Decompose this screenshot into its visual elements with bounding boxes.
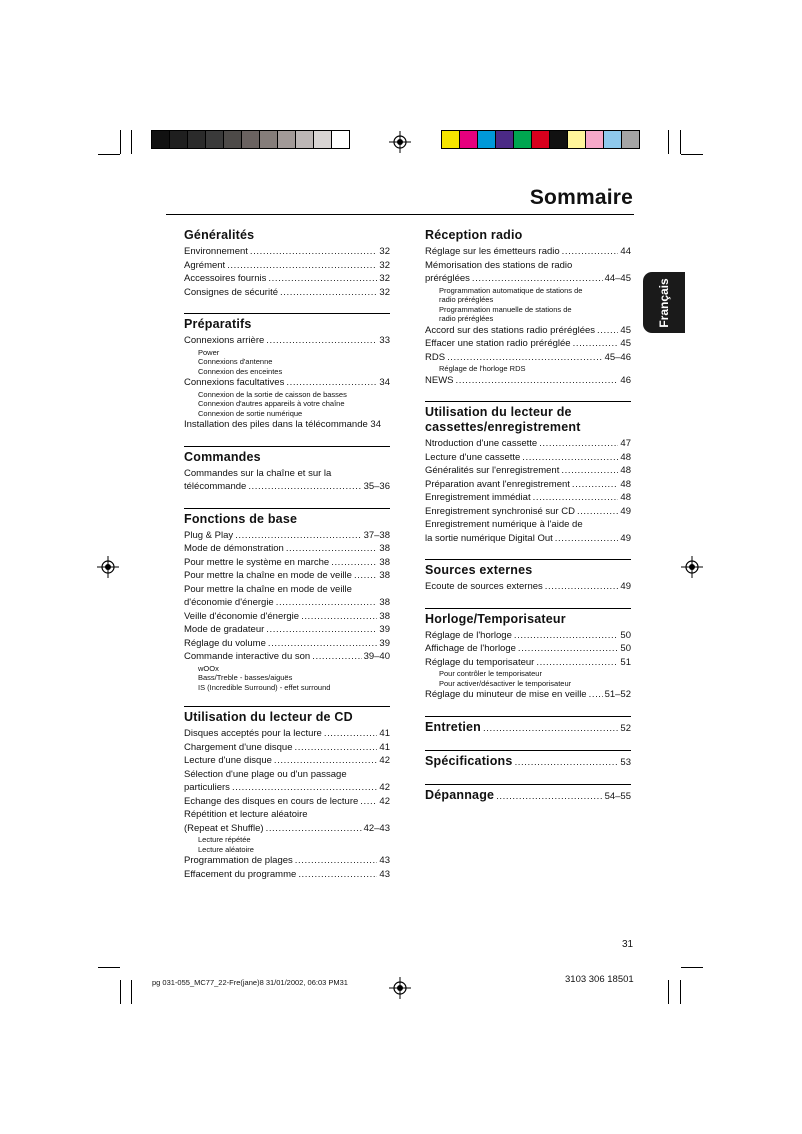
toc-entry-label: Enregistrement synchronisé sur CD xyxy=(425,505,575,517)
toc-subentry: Connexion d'autres appareils à votre chaîne xyxy=(198,399,345,408)
product-code: 3103 306 18501 xyxy=(565,974,634,985)
toc-subentry: Connexion des enceintes xyxy=(198,366,283,376)
toc-entry-page: 42 xyxy=(379,795,390,807)
color-bar xyxy=(441,130,640,149)
toc-entry-page: 39 xyxy=(379,624,390,635)
section-specifications xyxy=(425,750,631,770)
crop-mark xyxy=(681,967,703,968)
toc-entry xyxy=(425,437,631,451)
toc-entry-label: préréglées xyxy=(425,273,470,284)
section-sources xyxy=(425,559,631,594)
toc-entry-label: Mode de gradateur xyxy=(184,624,265,635)
toc-entry-page: 38 xyxy=(379,543,390,554)
toc-entry-label: Réglage de l'horloge xyxy=(425,629,512,641)
toc-entry xyxy=(184,542,390,556)
toc-entry xyxy=(184,754,390,768)
toc-entry-page: 43 xyxy=(379,868,390,880)
section-depannage xyxy=(425,784,631,804)
page-number: 31 xyxy=(622,939,634,950)
toc-left-column xyxy=(184,225,390,881)
toc-entry xyxy=(184,623,390,637)
section-heading: Dépannage xyxy=(425,787,495,802)
toc-entry xyxy=(184,854,390,868)
toc-entry-page: 42–43 xyxy=(363,822,390,834)
toc-subentry: Programmation manuelle de stations de xyxy=(439,304,572,314)
color-swatch xyxy=(604,131,622,148)
toc-entry xyxy=(184,741,390,755)
toc-entry-page: 48 xyxy=(620,492,631,503)
toc-entry xyxy=(425,351,631,365)
gray-swatch xyxy=(152,131,170,148)
color-swatch xyxy=(622,131,639,148)
gray-swatch xyxy=(314,131,332,148)
toc-entry xyxy=(425,532,631,546)
toc-entry-label: Consignes de sécurité xyxy=(184,286,278,298)
toc-subentry: Bass/Treble - basses/aiguës xyxy=(198,673,293,682)
toc-entry xyxy=(425,629,631,643)
toc-entry-page: 45 xyxy=(620,324,631,336)
color-swatch xyxy=(514,131,532,148)
toc-entry-label: Plug & Play xyxy=(184,529,234,541)
toc-entry xyxy=(425,272,631,286)
toc-entry-label: Lecture d'une cassette xyxy=(425,451,521,463)
toc-entry-label: Accord sur des stations radio préréglées xyxy=(425,324,596,336)
toc-entry-label: Echange des disques en cours de lecture xyxy=(184,795,359,807)
crop-mark xyxy=(98,967,120,968)
toc-entry-page: 48 xyxy=(620,451,631,463)
toc-entry xyxy=(425,642,631,656)
toc-entry-page: 39–40 xyxy=(363,651,390,662)
toc-entry-label: Pour mettre le système en marche xyxy=(184,556,330,568)
toc-entry xyxy=(425,688,631,702)
toc-entry-label: Disques acceptés pour la lecture xyxy=(184,728,322,739)
crop-mark xyxy=(98,154,120,155)
toc-entry-label: Mode de démonstration xyxy=(184,543,284,554)
toc-entry: Installation des piles dans la télécommande 34 xyxy=(184,419,381,430)
section-radio xyxy=(425,228,631,387)
toc-entry-label: Chargement d'une disque xyxy=(184,741,293,753)
toc-entry-label: Réglage du temporisateur xyxy=(425,656,535,668)
toc-entry xyxy=(184,245,390,259)
toc-entry-page: 54–55 xyxy=(604,790,631,802)
toc-entry-page: 43 xyxy=(379,855,390,866)
color-swatch xyxy=(550,131,568,148)
crop-mark xyxy=(120,130,121,154)
toc-subentry: Connexion de la sortie de caisson de basses xyxy=(198,389,347,399)
toc-entry-line: Pour mettre la chaîne en mode de veille xyxy=(184,583,352,595)
toc-entry-page: 45 xyxy=(620,338,631,349)
toc-entry-page: 32 xyxy=(379,286,390,298)
toc-entry xyxy=(184,868,390,882)
toc-entry-page: 47 xyxy=(620,438,631,449)
toc-entry-label: d'économie d'énergie xyxy=(184,597,274,608)
toc-entry xyxy=(184,556,390,570)
color-swatch xyxy=(496,131,514,148)
toc-entry xyxy=(184,610,390,624)
registration-mark-icon xyxy=(389,131,411,153)
toc-entry xyxy=(184,637,390,651)
toc-entry-label: Veille d'économie d'énergie xyxy=(184,610,300,622)
toc-entry-page: 35–36 xyxy=(363,481,390,492)
crop-mark xyxy=(131,130,132,154)
toc-entry-line: Répétition et lecture aléatoire xyxy=(184,809,308,820)
toc-subentry: Réglage de l'horloge RDS xyxy=(439,364,526,373)
toc-entry-label: (Repeat et Shuffle) xyxy=(184,822,264,834)
section-entretien xyxy=(425,716,631,736)
toc-subentry: radio préréglées xyxy=(439,295,494,304)
toc-entry-page: 42 xyxy=(379,755,390,766)
toc-entry-page: 44–45 xyxy=(604,273,631,284)
toc-subentry: Lecture répétée xyxy=(198,835,251,844)
toc-entry-page: 39 xyxy=(379,637,390,649)
toc-entry xyxy=(184,272,390,286)
toc-entry-page: 53 xyxy=(620,756,631,768)
toc-entry-page: 38 xyxy=(379,570,390,581)
toc-entry-page: 51 xyxy=(620,656,631,668)
crop-mark xyxy=(668,980,669,1004)
toc-entry-page: 32 xyxy=(379,273,390,284)
section-preparatifs xyxy=(184,313,390,432)
toc-entry-label: Commande interactive du son xyxy=(184,651,311,662)
toc-entry xyxy=(184,727,390,741)
section-heading: Horloge/Temporisateur xyxy=(425,611,566,626)
section-commandes xyxy=(184,446,390,494)
crop-mark xyxy=(681,154,703,155)
toc-entry-label: télécommande xyxy=(184,481,247,492)
toc-entry xyxy=(425,656,631,670)
toc-entry-label: Réglage sur les émetteurs radio xyxy=(425,246,560,257)
section-heading: Préparatifs xyxy=(184,317,252,331)
toc-entry-page: 49 xyxy=(620,505,631,517)
crop-mark xyxy=(680,980,681,1004)
toc-entry xyxy=(184,376,390,390)
toc-entry-label: Ecoute de sources externes xyxy=(425,581,543,592)
toc-entry xyxy=(184,596,390,610)
toc-entry-page: 48 xyxy=(620,465,631,476)
gray-swatch xyxy=(206,131,224,148)
toc-entry-page: 44 xyxy=(620,246,631,257)
toc-entry xyxy=(184,569,390,583)
toc-entry xyxy=(184,650,390,664)
section-heading: Sources externes xyxy=(425,563,533,577)
toc-entry xyxy=(184,529,390,543)
crop-mark xyxy=(120,980,121,1004)
registration-mark-icon xyxy=(389,977,411,999)
toc-entry-label: RDS xyxy=(425,351,446,363)
toc-entry-label: Ntroduction d'une cassette xyxy=(425,438,538,449)
gray-swatch xyxy=(242,131,260,148)
toc-entry xyxy=(184,259,390,273)
toc-entry xyxy=(184,822,390,836)
toc-entry-label: Généralités sur l'enregistrement xyxy=(425,465,560,476)
section-heading-line: Utilisation du lecteur de xyxy=(425,405,572,419)
toc-entry xyxy=(425,491,631,505)
toc-subentry: Power xyxy=(198,347,220,357)
toc-entry-label: Réglage du minuteur de mise en veille xyxy=(425,689,587,700)
toc-entry-page: 50 xyxy=(620,643,631,654)
section-heading: Spécifications xyxy=(425,753,513,768)
color-swatch xyxy=(460,131,478,148)
print-info: pg 031-055_MC77_22-Fre(jane)8 31/01/2002, 06:03 PM31 xyxy=(152,978,348,987)
toc-entry xyxy=(425,580,631,594)
gray-swatch xyxy=(188,131,206,148)
toc-entry-page: 32 xyxy=(379,246,390,257)
toc-entry xyxy=(184,334,390,348)
section-heading: Réception radio xyxy=(425,228,523,242)
registration-mark-icon xyxy=(681,556,703,578)
page-title: Sommaire xyxy=(529,186,633,209)
toc-entry-page: 48 xyxy=(620,478,631,490)
section-heading: Entretien xyxy=(425,719,481,734)
toc-entry-label: Accessoires fournis xyxy=(184,273,267,284)
toc-entry-page: 41 xyxy=(379,741,390,753)
grayscale-bar xyxy=(151,130,350,149)
toc-entry-label: la sortie numérique Digital Out xyxy=(425,532,553,544)
toc-entry-page: 32 xyxy=(379,259,390,271)
toc-entry-page: 45–46 xyxy=(604,351,631,363)
toc-entry-page: 51–52 xyxy=(604,689,631,700)
section-fonctions xyxy=(184,508,390,693)
toc-entry-label: Enregistrement immédiat xyxy=(425,492,531,503)
gray-swatch xyxy=(260,131,278,148)
color-swatch xyxy=(568,131,586,148)
toc-entry-page: 41 xyxy=(379,728,390,739)
toc-subentry: Pour activer/désactiver le temporisateur xyxy=(439,678,572,688)
toc-entry xyxy=(425,324,631,338)
toc-entry xyxy=(425,478,631,492)
toc-subentry: wOOx xyxy=(198,663,219,673)
toc-entry-line: Sélection d'une plage ou d'un passage xyxy=(184,768,347,780)
toc-entry xyxy=(425,374,631,388)
toc-entry xyxy=(425,245,631,259)
toc-entry-page: 50 xyxy=(620,629,631,641)
gray-swatch xyxy=(296,131,314,148)
toc-entry-page: 37–38 xyxy=(363,529,390,541)
section-lecteur-cd xyxy=(184,706,390,881)
color-swatch xyxy=(478,131,496,148)
toc-entry-label: Affichage de l'horloge xyxy=(425,643,516,654)
toc-entry-line: Mémorisation des stations de radio xyxy=(425,259,573,271)
language-tab-label: Français xyxy=(657,277,671,328)
toc-entry-label: Environnement xyxy=(184,246,248,257)
toc-entry-label: Réglage du volume xyxy=(184,637,266,649)
toc-entry-label: NEWS xyxy=(425,374,454,386)
toc-entry-page: 33 xyxy=(379,335,390,346)
toc-entry-page: 34 xyxy=(379,377,390,388)
language-tab xyxy=(643,272,685,333)
section-heading: Généralités xyxy=(184,228,255,242)
crop-mark xyxy=(131,980,132,1004)
toc-right-column xyxy=(425,225,631,804)
section-heading-line: cassettes/enregistrement xyxy=(425,420,581,434)
toc-entry-label: Programmation de plages xyxy=(184,855,293,866)
crop-mark xyxy=(668,130,669,154)
registration-mark-icon xyxy=(97,556,119,578)
gray-swatch xyxy=(278,131,296,148)
toc-entry-page: 52 xyxy=(620,722,631,734)
toc-entry-page: 38 xyxy=(379,610,390,622)
toc-entry-page: 42 xyxy=(379,782,390,793)
toc-entry xyxy=(184,286,390,300)
section-heading: Fonctions de base xyxy=(184,511,298,526)
toc-entry-label: Préparation avant l'enregistrement xyxy=(425,478,570,490)
toc-entry xyxy=(425,464,631,478)
toc-subentry: Connexion de sortie numérique xyxy=(198,408,303,418)
toc-entry xyxy=(425,451,631,465)
toc-entry-label: Agrément xyxy=(184,259,226,271)
toc-entry-label: Effacement du programme xyxy=(184,868,297,880)
toc-entry-line: Commandes sur la chaîne et sur la xyxy=(184,467,332,479)
gray-swatch xyxy=(224,131,242,148)
toc-entry xyxy=(425,505,631,519)
section-horloge xyxy=(425,608,631,702)
toc-entry-label: Connexions facultatives xyxy=(184,377,285,388)
section-generalites xyxy=(184,228,390,299)
color-swatch xyxy=(442,131,460,148)
toc-entry-label: Pour mettre la chaîne en mode de veille xyxy=(184,570,352,581)
toc-subentry: Lecture aléatoire xyxy=(198,844,254,854)
toc-entry-label: Connexions arrière xyxy=(184,335,265,346)
gray-swatch xyxy=(170,131,188,148)
color-swatch xyxy=(586,131,604,148)
toc-entry-label: Lecture d'une disque xyxy=(184,755,272,766)
toc-entry xyxy=(184,781,390,795)
toc-entry-page: 49 xyxy=(620,581,631,592)
toc-subentry: IS (Incredible Surround) - effet surround xyxy=(198,682,331,692)
toc-entry-page: 49 xyxy=(620,532,631,544)
toc-entry-line: Enregistrement numérique à l'aide de xyxy=(425,519,583,530)
toc-entry-page: 38 xyxy=(379,597,390,608)
section-cassettes xyxy=(425,401,631,545)
toc-subentry: Connexions d'antenne xyxy=(198,357,273,366)
toc-subentry: radio préréglées xyxy=(439,314,494,323)
section-heading: Commandes xyxy=(184,449,261,464)
crop-mark xyxy=(680,130,681,154)
title-rule xyxy=(166,214,634,215)
toc-entry xyxy=(425,337,631,351)
gray-swatch xyxy=(332,131,349,148)
color-swatch xyxy=(532,131,550,148)
toc-entry-page: 46 xyxy=(620,374,631,386)
toc-subentry: Pour contrôler le temporisateur xyxy=(439,669,542,678)
toc-entry-label: Effacer une station radio préréglée xyxy=(425,338,571,349)
toc-entry xyxy=(184,480,390,494)
toc-subentry: Programmation automatique de stations de xyxy=(439,285,583,295)
toc-entry-label: particuliers xyxy=(184,782,230,793)
toc-entry-page: 38 xyxy=(379,556,390,568)
section-heading: Utilisation du lecteur de CD xyxy=(184,710,353,724)
section-heading xyxy=(425,405,631,435)
toc-entry xyxy=(184,795,390,809)
